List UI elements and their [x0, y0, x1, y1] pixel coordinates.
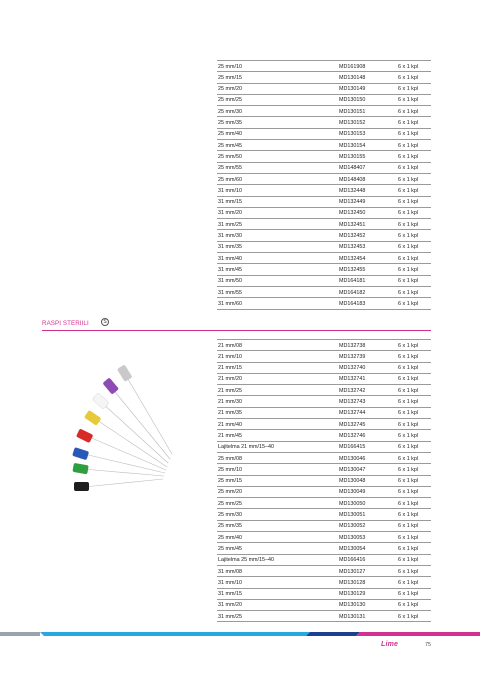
- product-code-cell: MD132745: [339, 421, 366, 428]
- pack-size-cell: 6 x 1 kpl: [398, 221, 419, 228]
- product-code-cell: MD148408: [339, 176, 366, 183]
- size-cell: 31 mm/10: [218, 579, 242, 586]
- page-number: 75: [425, 642, 431, 648]
- product-code-cell: MD132744: [339, 410, 366, 417]
- pack-size-cell: 6 x 1 kpl: [398, 86, 419, 93]
- pack-size-cell: 6 x 1 kpl: [398, 591, 419, 598]
- table-row: [217, 230, 431, 241]
- section-title: RASPI STERIILI: [42, 320, 89, 327]
- pack-size-cell: 6 x 1 kpl: [398, 153, 419, 160]
- pack-size-cell: 6 x 1 kpl: [398, 602, 419, 609]
- product-code-cell: MD130046: [339, 455, 366, 462]
- size-cell: 31 mm/60: [218, 300, 242, 307]
- product-code-cell: MD130148: [339, 74, 366, 81]
- pack-size-cell: 6 x 1 kpl: [398, 353, 419, 360]
- table-row: [217, 577, 431, 588]
- size-cell: 31 mm/40: [218, 255, 242, 262]
- table-row: [217, 532, 431, 543]
- size-cell: 25 mm/60: [218, 176, 242, 183]
- product-photo: [70, 362, 180, 502]
- size-cell: 31 mm/25: [218, 613, 242, 620]
- size-cell: 25 mm/35: [218, 523, 242, 530]
- table-row: [217, 276, 431, 287]
- pack-size-cell: 6 x 1 kpl: [398, 74, 419, 81]
- table-row: [217, 253, 431, 264]
- pack-size-cell: 6 x 1 kpl: [398, 199, 419, 206]
- pack-size-cell: 6 x 1 kpl: [398, 97, 419, 104]
- product-code-cell: MD130054: [339, 545, 366, 552]
- table-row: [217, 363, 431, 374]
- product-code-cell: MD130049: [339, 489, 366, 496]
- table-row: [217, 374, 431, 385]
- size-cell: 31 mm/08: [218, 568, 242, 575]
- table-row: [217, 106, 431, 117]
- product-code-cell: MD161908: [339, 63, 366, 70]
- size-cell: 31 mm/20: [218, 210, 242, 217]
- pack-size-cell: 6 x 1 kpl: [398, 500, 419, 507]
- size-cell: 25 mm/25: [218, 97, 242, 104]
- pack-size-cell: 6 x 1 kpl: [398, 557, 419, 564]
- product-code-cell: MD130152: [339, 120, 366, 127]
- product-code-cell: MD130153: [339, 131, 366, 138]
- brand-logo: Lime: [381, 641, 399, 648]
- pack-size-cell: 6 x 1 kpl: [398, 455, 419, 462]
- product-code-cell: MD130149: [339, 86, 366, 93]
- product-code-cell: MD132738: [339, 342, 366, 349]
- product-code-cell: MD132746: [339, 432, 366, 439]
- pack-size-cell: 6 x 1 kpl: [398, 233, 419, 240]
- table-row: [217, 589, 431, 600]
- pack-size-cell: 6 x 1 kpl: [398, 410, 419, 417]
- table-row: [217, 208, 431, 219]
- product-code-cell: MD132452: [339, 233, 366, 240]
- pack-size-cell: 6 x 1 kpl: [398, 63, 419, 70]
- size-cell: 31 mm/55: [218, 289, 242, 296]
- size-cell: 31 mm/35: [218, 244, 242, 251]
- pack-size-cell: 6 x 1 kpl: [398, 568, 419, 575]
- table-row: [217, 442, 431, 453]
- size-cell: 25 mm/45: [218, 545, 242, 552]
- table-row: [217, 521, 431, 532]
- table-row: [217, 430, 431, 441]
- product-code-cell: MD130047: [339, 466, 366, 473]
- table-row: [217, 453, 431, 464]
- size-cell: 21 mm/15: [218, 365, 242, 372]
- pack-size-cell: 6 x 1 kpl: [398, 210, 419, 217]
- size-cell: 21 mm/40: [218, 421, 242, 428]
- product-code-cell: MD164183: [339, 300, 366, 307]
- table-row: [217, 498, 431, 509]
- table-row: [217, 174, 431, 185]
- sterile-icon: S: [101, 318, 109, 326]
- pack-size-cell: 6 x 1 kpl: [398, 365, 419, 372]
- size-cell: 25 mm/10: [218, 466, 242, 473]
- size-cell: 21 mm/45: [218, 432, 242, 439]
- size-cell: 25 mm/20: [218, 489, 242, 496]
- product-code-cell: MD130129: [339, 591, 366, 598]
- size-cell: 25 mm/40: [218, 131, 242, 138]
- table-row: [217, 163, 431, 174]
- pack-size-cell: 6 x 1 kpl: [398, 255, 419, 262]
- size-cell: 25 mm/30: [218, 108, 242, 115]
- pack-size-cell: 6 x 1 kpl: [398, 387, 419, 394]
- product-code-cell: MD132451: [339, 221, 366, 228]
- product-code-cell: MD132448: [339, 187, 366, 194]
- table-row: [217, 264, 431, 275]
- size-cell: 25 mm/25: [218, 500, 242, 507]
- size-cell: 31 mm/15: [218, 199, 242, 206]
- size-cell: 21 mm/35: [218, 410, 242, 417]
- size-cell: 25 mm/45: [218, 142, 242, 149]
- product-code-cell: MD130155: [339, 153, 366, 160]
- product-code-cell: MD166416: [339, 557, 366, 564]
- table-row: [217, 287, 431, 298]
- table-row: [217, 611, 431, 622]
- product-code-cell: MD166415: [339, 444, 366, 451]
- size-cell: 21 mm/20: [218, 376, 242, 383]
- product-code-cell: MD130128: [339, 579, 366, 586]
- product-code-cell: MD132454: [339, 255, 366, 262]
- pack-size-cell: 6 x 1 kpl: [398, 421, 419, 428]
- product-table-sterile: [217, 339, 431, 622]
- pack-size-cell: 6 x 1 kpl: [398, 613, 419, 620]
- table-row: [217, 140, 431, 151]
- size-cell: 25 mm/35: [218, 120, 242, 127]
- pack-size-cell: 6 x 1 kpl: [398, 444, 419, 451]
- table-row: [217, 476, 431, 487]
- section-header: [42, 318, 431, 331]
- pack-size-cell: 6 x 1 kpl: [398, 399, 419, 406]
- table-row: [217, 197, 431, 208]
- table-row: [217, 509, 431, 520]
- product-code-cell: MD132743: [339, 399, 366, 406]
- product-code-cell: MD132741: [339, 376, 366, 383]
- pack-size-cell: 6 x 1 kpl: [398, 376, 419, 383]
- pack-size-cell: 6 x 1 kpl: [398, 165, 419, 172]
- pack-size-cell: 6 x 1 kpl: [398, 545, 419, 552]
- table-row: [217, 185, 431, 196]
- pack-size-cell: 6 x 1 kpl: [398, 244, 419, 251]
- size-cell: 21 mm/25: [218, 387, 242, 394]
- size-cell: 31 mm/15: [218, 591, 242, 598]
- pack-size-cell: 6 x 1 kpl: [398, 534, 419, 541]
- pack-size-cell: 6 x 1 kpl: [398, 478, 419, 485]
- size-cell: 31 mm/45: [218, 266, 242, 273]
- table-row: [217, 566, 431, 577]
- table-row: [217, 129, 431, 140]
- pack-size-cell: 6 x 1 kpl: [398, 278, 419, 285]
- table-row: [217, 72, 431, 83]
- pack-size-cell: 6 x 1 kpl: [398, 142, 419, 149]
- table-row: [217, 151, 431, 162]
- product-code-cell: MD130154: [339, 142, 366, 149]
- product-code-cell: MD130151: [339, 108, 366, 115]
- table-row: [217, 408, 431, 419]
- pack-size-cell: 6 x 1 kpl: [398, 489, 419, 496]
- table-row: [217, 464, 431, 475]
- size-cell: 31 mm/50: [218, 278, 242, 285]
- footer-color-bar: [0, 632, 480, 636]
- product-code-cell: MD132455: [339, 266, 366, 273]
- size-cell: 25 mm/15: [218, 478, 242, 485]
- product-code-cell: MD130053: [339, 534, 366, 541]
- product-code-cell: MD132449: [339, 199, 366, 206]
- product-code-cell: MD130052: [339, 523, 366, 530]
- table-row: [217, 340, 431, 351]
- table-row: [217, 61, 431, 72]
- size-cell: 31 mm/30: [218, 233, 242, 240]
- size-cell: Lajitelma 21 mm/15–40: [218, 444, 275, 451]
- table-row: [217, 385, 431, 396]
- table-row: [217, 487, 431, 498]
- pack-size-cell: 6 x 1 kpl: [398, 266, 419, 273]
- size-cell: 25 mm/15: [218, 74, 242, 81]
- pack-size-cell: 6 x 1 kpl: [398, 108, 419, 115]
- pack-size-cell: 6 x 1 kpl: [398, 176, 419, 183]
- pack-size-cell: 6 x 1 kpl: [398, 120, 419, 127]
- product-code-cell: MD132740: [339, 365, 366, 372]
- size-cell: 31 mm/10: [218, 187, 242, 194]
- table-row: [217, 555, 431, 566]
- size-cell: 25 mm/50: [218, 153, 242, 160]
- table-row: [217, 351, 431, 362]
- product-code-cell: MD132739: [339, 353, 366, 360]
- table-row: [217, 600, 431, 611]
- product-code-cell: MD130131: [339, 613, 366, 620]
- table-row: [217, 396, 431, 407]
- product-code-cell: MD132453: [339, 244, 366, 251]
- product-table-top: [217, 60, 431, 310]
- size-cell: 25 mm/55: [218, 165, 242, 172]
- size-cell: 25 mm/20: [218, 86, 242, 93]
- table-row: [217, 298, 431, 309]
- pack-size-cell: 6 x 1 kpl: [398, 289, 419, 296]
- size-cell: 21 mm/30: [218, 399, 242, 406]
- table-row: [217, 543, 431, 554]
- size-cell: 31 mm/20: [218, 602, 242, 609]
- size-cell: 25 mm/40: [218, 534, 242, 541]
- product-code-cell: MD148407: [339, 165, 366, 172]
- pack-size-cell: 6 x 1 kpl: [398, 523, 419, 530]
- product-code-cell: MD132450: [339, 210, 366, 217]
- pack-size-cell: 6 x 1 kpl: [398, 131, 419, 138]
- table-row: [217, 84, 431, 95]
- size-cell: 31 mm/25: [218, 221, 242, 228]
- product-code-cell: MD164182: [339, 289, 366, 296]
- size-cell: 21 mm/10: [218, 353, 242, 360]
- pack-size-cell: 6 x 1 kpl: [398, 432, 419, 439]
- pack-size-cell: 6 x 1 kpl: [398, 300, 419, 307]
- pack-size-cell: 6 x 1 kpl: [398, 512, 419, 519]
- table-row: [217, 419, 431, 430]
- product-code-cell: MD130130: [339, 602, 366, 609]
- table-row: [217, 95, 431, 106]
- pack-size-cell: 6 x 1 kpl: [398, 466, 419, 473]
- size-cell: Lajitelma 25 mm/15–40: [218, 557, 275, 564]
- product-code-cell: MD130127: [339, 568, 366, 575]
- size-cell: 25 mm/08: [218, 455, 242, 462]
- product-code-cell: MD164181: [339, 278, 366, 285]
- product-code-cell: MD130050: [339, 500, 366, 507]
- product-code-cell: MD130051: [339, 512, 366, 519]
- size-cell: 25 mm/10: [218, 63, 242, 70]
- table-row: [217, 117, 431, 128]
- product-code-cell: MD132742: [339, 387, 366, 394]
- pack-size-cell: 6 x 1 kpl: [398, 342, 419, 349]
- product-code-cell: MD130150: [339, 97, 366, 104]
- size-cell: 21 mm/08: [218, 342, 242, 349]
- size-cell: 25 mm/30: [218, 512, 242, 519]
- pack-size-cell: 6 x 1 kpl: [398, 187, 419, 194]
- product-code-cell: MD130048: [339, 478, 366, 485]
- table-row: [217, 242, 431, 253]
- pack-size-cell: 6 x 1 kpl: [398, 579, 419, 586]
- table-row: [217, 219, 431, 230]
